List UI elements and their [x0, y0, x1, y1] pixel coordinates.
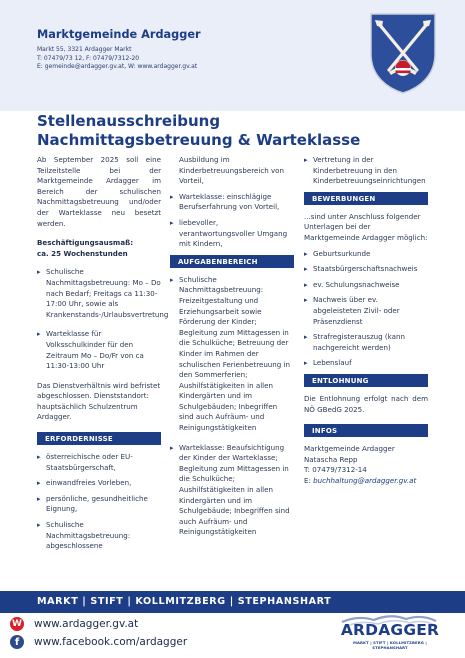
list-item: ▸ einwandfreies Vorleben, — [37, 478, 161, 489]
info-line: T: 07479/7312-14 — [304, 465, 367, 475]
list-item: ▸ Schulische Nachmittagsbetreuung: Freizeitgestaltung und Erziehungsarbeit sowie Förderung der Kinder; Begleitung zum Mittagessen in die Schulküche; Betreuung der Kinder im Rahmen der schulischen Ferienbetreuung in den Sommerferien; Aushilfstätigkeiten in allen Kindergärten und im Schulgebäuden; Inbegriffen sind auch Aufräum- und Reinigungstätigkeiten — [170, 275, 294, 434]
tasks-list-cont — [304, 155, 428, 187]
requirement-continued: Ausbildung im Kinderbetreuungsbereich von Vorteil, — [179, 155, 285, 186]
tasks-list — [170, 275, 294, 538]
list-item: ▸ persönliche, gesundheitliche Eignung, — [37, 494, 161, 515]
info-line: Natascha Repp — [304, 454, 358, 464]
address-line: Markt 55, 3321 Ardagger Markt — [37, 46, 132, 53]
address-line: E: gemeinde@ardagger.gv.at, W: www.ardagger.gv.at — [37, 63, 198, 71]
list-item: ▸ Lebenslauf — [304, 358, 428, 369]
applications-intro: ...sind unter Anschluss folgender Unterlagen bei der Marktgemeinde Ardagger möglich: — [304, 211, 428, 242]
requirements-list-cont — [170, 192, 294, 250]
info-line: Marktgemeinde Ardagger — [304, 444, 395, 454]
column-1 — [37, 155, 169, 557]
info-header: INFOS — [304, 424, 428, 437]
org-address — [37, 46, 197, 72]
list-item: ▸ Warteklasse für Volksschulkinder für den Zeitraum Mo – Do/Fr von ca 11:30-13:00 Uhr — [37, 329, 161, 371]
address-line: T: 07479/73 12, F: 07479/7312-20 — [37, 54, 140, 62]
logo-subline: MARKT | STIFT | KOLLMITZBERG | STEPHANSHART — [353, 640, 427, 650]
info-email-line — [304, 476, 428, 487]
info-email-prefix: E: — [304, 475, 314, 485]
list-item: ▸ österreichische oder EU-Staatsbürgerschaft, — [37, 452, 161, 473]
list-item: ▸ Warteklasse: einschlägige Berufserfahrung von Vorteil, — [170, 192, 294, 213]
list-item: ▸ Warteklasse: Beaufsichtigung der Kinder der Warteklasse; Begleitung zum Mittagessen in die Schulküche; Aushilfstätigkeiten in allen Kindergärten und im Schulgebäude; Inbegriffen sind auch Aufräum- und Reinigungstätigkeiten — [170, 443, 294, 538]
tasks-header: AUFGABENBEREICH — [170, 255, 294, 268]
web-link[interactable]: www.ardagger.gv.at — [34, 618, 139, 630]
coat-of-arms-icon — [369, 12, 437, 95]
list-item: ▸ ev. Schulungsnachweise — [304, 280, 428, 291]
page-title — [37, 112, 360, 150]
list-item: ▸ Vertretung in der Kinderbetreuung in den Kinderbetreuungseinrichtungen — [304, 155, 428, 187]
title-line: Stellenausschreibung — [37, 112, 221, 130]
pay-text: Die Entlohnung erfolgt nach dem NÖ GBedG 2025. — [304, 393, 428, 414]
documents-list — [304, 249, 428, 369]
list-item: ▸ Strafregisterauszug (kann nachgereicht werden) — [304, 332, 428, 353]
extent-label: Beschäftigungsausmaß: — [37, 238, 134, 248]
requirements-header: ERFORDERNISSE — [37, 432, 161, 445]
list-item: ▸ Nachweis über ev. abgeleisteten Zivil- oder Präsenzdienst — [304, 295, 428, 327]
list-item: ▸ Geburtsurkunde — [304, 249, 428, 260]
applications-header: BEWERBUNGEN — [304, 192, 428, 205]
facebook-link[interactable]: www.facebook.com/ardagger — [34, 636, 188, 648]
title-line: Nachmittagsbetreuung & Warteklasse — [37, 131, 361, 149]
column-3 — [304, 155, 428, 486]
column-2 — [170, 155, 294, 547]
web-icon: W — [10, 617, 24, 631]
org-name: Marktgemeinde Ardagger — [37, 28, 201, 41]
logo-wordmark: ARDAGGER — [340, 621, 440, 639]
intro-text: Ab September 2025 soll eine Teilzeitstelle bei der Marktgemeinde Ardagger im Bereich der schulischen Nachmittagsbetreuung und/oder der Warteklasse neu besetzt werden. — [37, 155, 161, 228]
list-item: ▸ Staatsbürgerschaftsnachweis — [304, 264, 428, 275]
list-item: ▸ Schulische Nachmittagsbetreuung: abgeschlossene — [37, 520, 161, 552]
schedule-list — [37, 267, 169, 371]
contract-note: Das Dienstverhältnis wird befristet abgeschlossen. Dienststandort: hauptsächlich Schulzentrum Ardagger. — [37, 380, 161, 422]
requirements-list — [37, 452, 161, 552]
info-email-link[interactable]: buchhaltung@ardagger.gv.at — [313, 475, 417, 485]
facebook-icon: f — [10, 635, 24, 649]
list-item: ▸ liebevoller, verantwortungsvoller Umgang mit Kindern, — [170, 218, 294, 250]
locations-band: MARKT | STIFT | KOLLMITZBERG | STEPHANSHART — [0, 591, 465, 613]
pay-header: ENTLOHNUNG — [304, 374, 428, 387]
list-item: ▸ Schulische Nachmittagsbetreuung: Mo – Do nach Bedarf; Freitags ca 11:30-17:00 Uhr, sowie als Krankenstands-/Urlaubsvertretung — [37, 267, 161, 320]
extent-value: ca. 25 Wochenstunden — [37, 248, 128, 258]
